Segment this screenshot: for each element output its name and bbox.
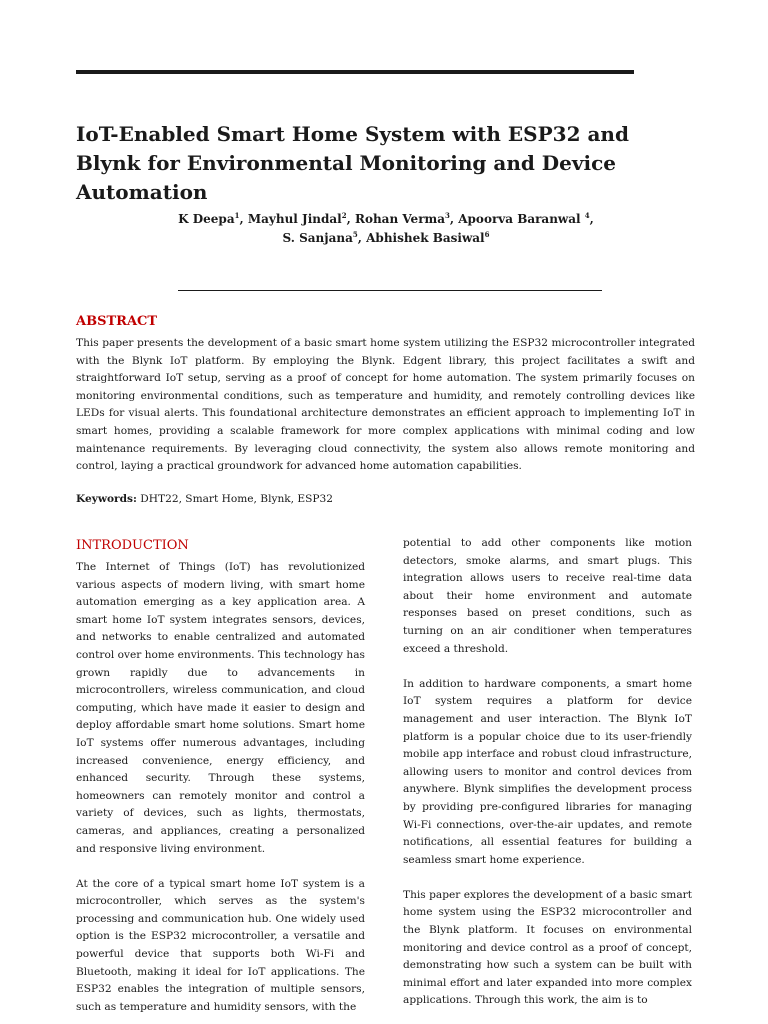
author-affiliation: 3 bbox=[445, 211, 450, 220]
section-divider bbox=[178, 290, 602, 291]
author-list bbox=[76, 210, 696, 248]
paper-title: IoT-Enabled Smart Home System with ESP32 and Blynk for Environmental Monitoring and Device Automation bbox=[76, 122, 629, 204]
author-affiliation: 2 bbox=[341, 211, 347, 220]
abstract-heading: ABSTRACT bbox=[76, 314, 158, 329]
author-affiliation: 6 bbox=[484, 230, 490, 239]
paragraph: The Internet of Things (IoT) has revolutionized various aspects of modern living, with smart home automation emerging as a key application area. A smart home IoT system integrates sensors, devices, and networks to enable centralized and automated control over home environments. This technology has grown rapidly due to advancements in microcontrollers, wireless communication, and cloud computing, which have made it easier to design and deploy affordable smart home solutions. Smart home IoT systems offer numerous advantages, including increased convenience, energy efficiency, and enhanced security. Through these systems, homeowners can remotely monitor and control a variety of devices, such as lights, thermostats, cameras, and appliances, creating a personalized and responsive living environment. bbox=[76, 561, 365, 855]
paragraph: At the core of a typical smart home IoT system is a microcontroller, which serves as the system's processing and communication hub. One widely used option is the ESP32 microcontroller, a versatile and powerful device that supports both Wi-Fi and Bluetooth, making it ideal for IoT applications. The ESP32 enables the integration of multiple sensors, such as temperature and humidity sensors, with the bbox=[76, 877, 365, 1013]
author-affiliation: 1 bbox=[234, 211, 240, 220]
author-line-2: S. Sanjana$^5$, Abhishek Basiwal$^6$ bbox=[282, 230, 490, 245]
introduction-heading: INTRODUCTION bbox=[76, 538, 189, 553]
left-column bbox=[76, 536, 365, 1016]
keywords-label: Keywords: bbox=[76, 493, 137, 505]
paragraph: In addition to hardware components, a smart home IoT system requires a platform for device management and user interaction. The Blynk IoT platform is a popular choice due to its user-friendly mobile app interface and robust cloud infrastructure, allowing users to monitor and control devices from anywhere. Blynk simplifies the development process by providing pre-configured libraries for managing Wi-Fi connections, over-the-air updates, and remote notifications, all essential features for building a seamless smart home experience. bbox=[403, 677, 692, 866]
right-column bbox=[403, 535, 692, 1010]
author: Abhishek Basiwal bbox=[366, 231, 485, 245]
author-affiliation: 5 bbox=[352, 230, 358, 239]
top-rule bbox=[76, 70, 634, 74]
author-affiliation: 4 bbox=[584, 211, 590, 220]
author: K Deepa bbox=[178, 212, 235, 226]
author-line-1: K Deepa$^1$, Mayhul Jindal$^2$, Rohan Verma$^3$, Apoorva Baranwal $^4$, bbox=[178, 211, 594, 226]
author: Apoorva Baranwal bbox=[458, 212, 585, 226]
keywords-value: DHT22, Smart Home, Blynk, ESP32 bbox=[140, 493, 334, 505]
author: Rohan Verma bbox=[354, 212, 445, 226]
abstract-text: This paper presents the development of a basic smart home system utilizing the ESP32 microcontroller integrated with the Blynk IoT platform. By employing the Blynk. Edgent library, this project facilitates a swift and straightforward IoT setup, serving as a proof of concept for home automation. The system primarily focuses on monitoring environmental conditions, such as temperature and humidity, and remotely controlling devices like LEDs for visual alerts. This foundational architecture demonstrates an efficient approach to implementing IoT in smart homes, providing a scalable framework for more complex applications with minimal coding and low maintenance requirements. By leveraging cloud connectivity, the system also allows remote monitoring and control, laying a practical groundwork for advanced home automation capabilities. bbox=[76, 337, 695, 473]
keywords bbox=[76, 491, 695, 508]
author: Mayhul Jindal bbox=[247, 212, 342, 226]
paragraph: potential to add other components like motion detectors, smoke alarms, and smart plugs. This integration allows users to receive real-time data about their home environment and automate responses based on preset conditions, such as turning on an air conditioner when temperatures exceed a threshold. bbox=[403, 537, 692, 655]
paragraph: This paper explores the development of a basic smart home system using the ESP32 microcontroller and the Blynk platform. It focuses on environmental monitoring and device control as a proof of concept, demonstrating how such a system can be built with minimal effort and later expanded into more complex applications. Through this work, the aim is to bbox=[403, 888, 692, 1007]
author: S. Sanjana bbox=[282, 231, 353, 245]
